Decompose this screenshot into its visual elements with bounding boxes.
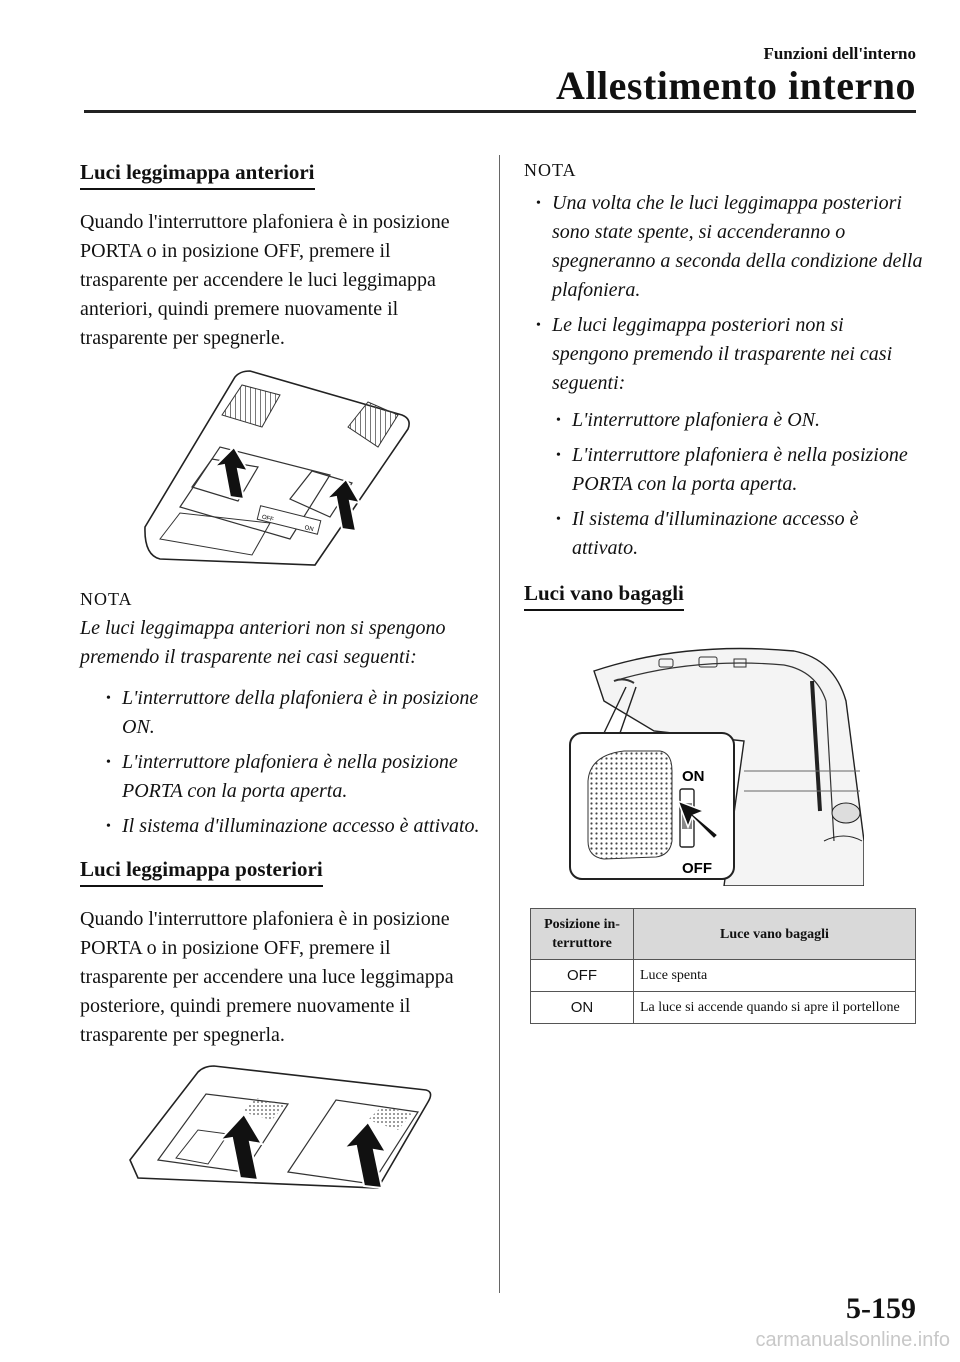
table-cell-switch: ON	[531, 992, 634, 1024]
rear-lights-body: Quando l'interruttore plafoniera è in posizione PORTA o in posizione OFF, premere il trasparente per accendere una luce leggimappa posteriore, quindi premere nuovamente il trasparente per spegnerla.	[80, 908, 454, 1046]
figure-switch-on-label: ON	[303, 525, 314, 534]
table-cell-switch: OFF	[531, 960, 634, 992]
page-number: 5-159	[846, 1292, 916, 1325]
rear-note-list	[530, 189, 924, 398]
right-column	[524, 160, 924, 1024]
front-note-intro: Le luci leggimappa anteriori non si spengono premendo il trasparente nei casi seguenti:	[80, 617, 446, 668]
chapter-subtitle: Funzioni dell'interno	[763, 44, 916, 63]
rear-note-item: • Le luci leggimappa posteriori non si spengono premendo il trasparente nei casi seguenti:	[530, 311, 924, 398]
rear-note-subitem: • L'interruttore plafoniera è ON.	[550, 406, 924, 435]
front-note-list	[100, 684, 480, 841]
column-divider	[499, 155, 500, 1293]
rear-note-sublist	[550, 406, 924, 563]
table-header-switch: Posizione in-terruttore	[531, 909, 634, 960]
rear-map-light-figure	[128, 1060, 448, 1190]
front-note-item: • Il sistema d'illuminazione accesso è attivato.	[100, 812, 480, 841]
front-note-item: • L'interruttore della plafoniera è in posizione ON.	[100, 684, 480, 742]
cargo-figure-off-label: OFF	[682, 860, 712, 877]
table-header-light: Luce vano bagagli	[634, 909, 916, 960]
watermark: carmanualsonline.info	[755, 1329, 950, 1351]
front-lights-heading: Luci leggimappa anteriori	[80, 160, 315, 190]
header-rule	[84, 110, 916, 113]
table-cell-desc: Luce spenta	[634, 960, 916, 992]
cargo-heading: Luci vano bagagli	[524, 581, 684, 611]
left-column	[80, 160, 480, 1190]
rear-note-title: NOTA	[524, 160, 577, 180]
cargo-light-figure	[564, 641, 864, 886]
rear-note-item: • Una volta che le luci leggimappa posteriori sono state spente, si accenderanno o spegneranno a seconda della condizione della plafoniera.	[530, 189, 924, 305]
front-map-light-figure	[140, 367, 430, 567]
rear-lights-heading: Luci leggimappa posteriori	[80, 857, 323, 887]
front-lights-body: Quando l'interruttore plafoniera è in posizione PORTA o in posizione OFF, premere il trasparente per accendere le luci leggimappa anteriori, quindi premere nuovamente il trasparente per spegnerle.	[80, 211, 450, 349]
cargo-switch-table	[530, 908, 916, 1024]
figure-switch-off-label: OFF	[261, 514, 275, 524]
front-note-title: NOTA	[80, 589, 133, 609]
table-row	[531, 992, 916, 1024]
front-note-item: • L'interruttore plafoniera è nella posizione PORTA con la porta aperta.	[100, 748, 480, 806]
rear-note-subitem: • Il sistema d'illuminazione accesso è attivato.	[550, 505, 924, 563]
table-cell-desc: La luce si accende quando si apre il portellone	[634, 992, 916, 1024]
rear-note-subitem: • L'interruttore plafoniera è nella posizione PORTA con la porta aperta.	[550, 441, 924, 499]
cargo-figure-on-label: ON	[682, 768, 705, 785]
table-row	[531, 960, 916, 992]
chapter-title: Allestimento interno	[556, 63, 916, 108]
